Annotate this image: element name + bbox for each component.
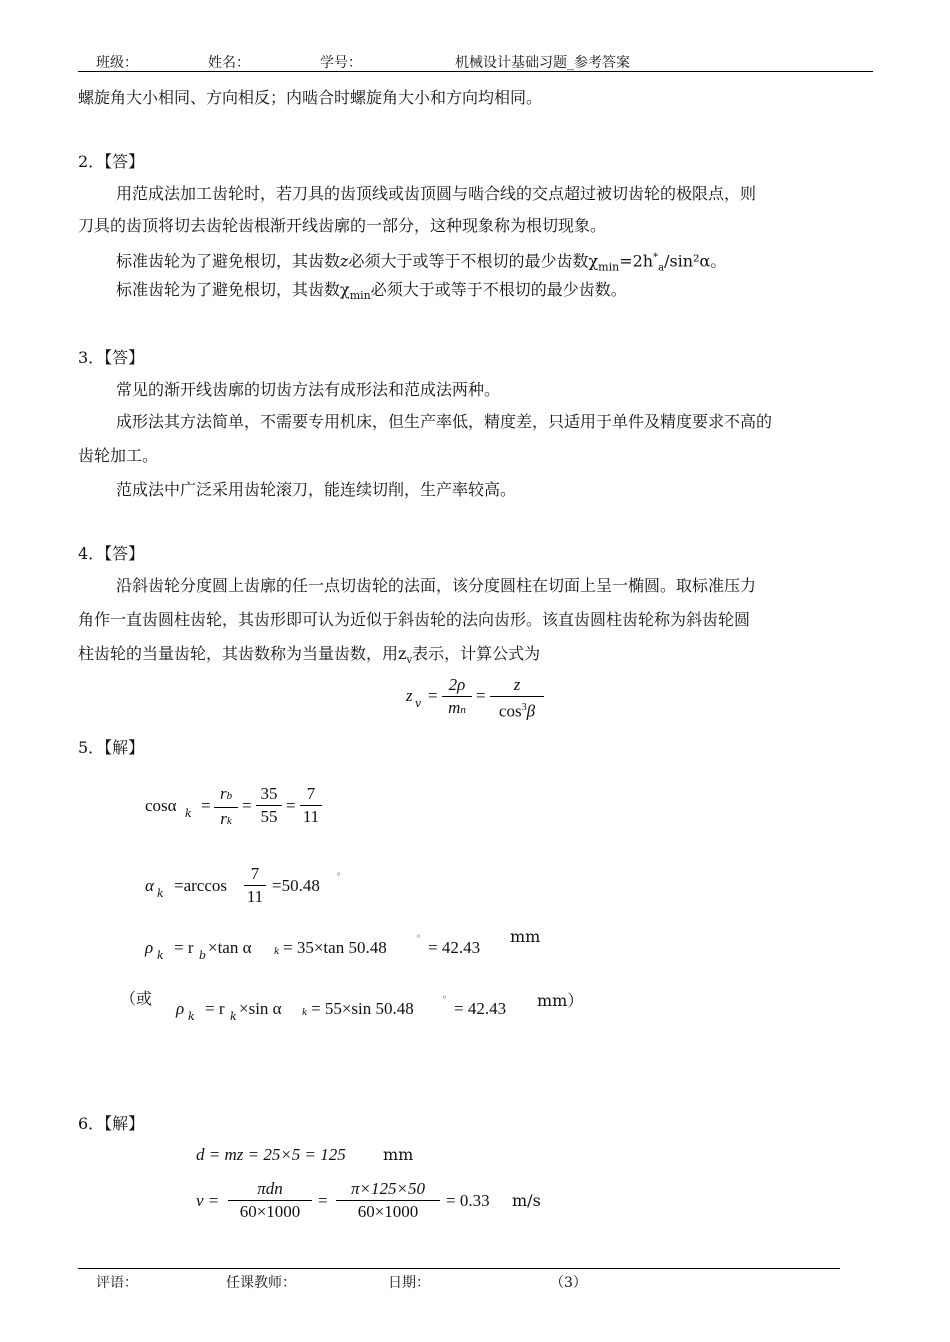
q4-formula-frac2-den-cos: cos — [498, 701, 522, 721]
q5-l3-expr-b-sub: b — [199, 949, 207, 962]
q5-l1-frac2-bar — [256, 805, 282, 806]
q5-l2-mid: =arccos — [174, 876, 228, 895]
q2-para3-zmin: χ — [340, 280, 350, 299]
q5-l1-frac2 — [256, 784, 282, 827]
q4-para1c — [78, 644, 540, 671]
q5-l3-expr-c: ×tan α — [208, 938, 252, 957]
q5-l2-lhs-sub: k — [157, 887, 164, 900]
q5-l4-expr-c: ×sin α — [239, 999, 282, 1018]
q4-formula-frac2-num: z — [513, 675, 521, 694]
q5-l3-expr-c-sub: k — [274, 947, 280, 957]
footer-rule — [78, 1268, 840, 1269]
q5-l1-frac1-den — [214, 809, 238, 831]
q4-para1c-zv: z — [398, 644, 407, 663]
q5-l1-frac1 — [214, 784, 238, 831]
q5-l2-frac — [244, 864, 266, 907]
q5-l2-rhs: =50.48 — [272, 876, 320, 895]
q5-l2-frac-bar — [244, 885, 266, 886]
q6-l2-rhs: = 0.33 — [446, 1191, 490, 1210]
q2-para1b: 刀具的齿顶将切去齿轮齿根渐开线齿廓的一部分，这种现象称为根切现象。 — [78, 216, 607, 235]
intro-line: 螺旋角大小相同、方向相反；内啮合时螺旋角大小和方向均相同。 — [78, 88, 543, 107]
q5-l1-lhs: cosα — [145, 796, 177, 815]
q5-l1-frac3-den: 11 — [302, 807, 320, 826]
q5-l3-expr-d: = 35×tan 50.48 — [283, 938, 387, 957]
q3-heading: 3．【答】 — [78, 348, 145, 367]
q4-formula-frac1 — [442, 675, 472, 720]
header-rule — [78, 71, 873, 72]
q4-formula-lhs: z — [406, 686, 413, 705]
q6-l1-expr: d = mz = 25×5 = 125 — [196, 1145, 346, 1164]
q5-l2-deg: ° — [336, 872, 341, 883]
footer-date-label: 日期： — [388, 1275, 430, 1291]
q4-para1a: 沿斜齿轮分度圆上齿廓的任一点切齿轮的法面，该分度圆柱在切面上呈一椭圆。取标准压力 — [116, 576, 757, 595]
q5-l2-lhs: α — [145, 876, 154, 895]
footer-comment-label: 评语： — [96, 1275, 138, 1291]
q4-formula-eq2: = — [476, 686, 486, 705]
q2-para2-formula-end: /sin²α。 — [664, 251, 727, 271]
q5-l1-frac1-num-sub: b — [226, 790, 233, 802]
q5-l4-unit: mm） — [537, 991, 584, 1010]
q5-l1-frac3-bar — [300, 805, 322, 806]
q5-l4-expr-e: = 42.43 — [454, 999, 507, 1018]
q2-para2 — [116, 248, 726, 279]
q2-para2-formula: =2h — [619, 251, 654, 271]
q4-formula-frac2 — [490, 675, 544, 722]
q5-l3-expr-a: = r — [174, 938, 194, 957]
q6-l2-frac1-den: 60×1000 — [239, 1202, 301, 1221]
q5-l3-unit: mm — [510, 927, 541, 946]
q3-para3: 范成法中广泛采用齿轮滚刀，能连续切削，生产率较高。 — [116, 480, 517, 499]
q4-formula-lhs-sub: v — [415, 697, 422, 710]
q6-l2-frac2 — [336, 1179, 440, 1222]
q4-para1c-post: 表示，计算公式为 — [412, 644, 541, 663]
q2-para1a: 用范成法加工齿轮时，若刀具的齿顶线或齿顶圆与啮合线的交点超过被切齿轮的极限点，则 — [116, 184, 757, 203]
q4-formula-frac2-den — [490, 698, 544, 722]
q2-para3-post: 必须大于或等于不根切的最少齿数。 — [370, 280, 627, 299]
q4-formula-frac1-den-sub: n — [460, 704, 466, 716]
q5-l4-expr-c-sub: k — [302, 1008, 308, 1018]
q2-para2-pre: 标准齿轮为了避免根切，其齿数 — [116, 251, 341, 271]
q5-l1-frac1-bar — [214, 807, 238, 808]
header-name-label: 姓名： — [208, 55, 250, 71]
q2-para2-sub-a: a — [658, 262, 665, 274]
q4-formula-eq1: = — [428, 686, 438, 705]
q5-l2-frac-num: 7 — [250, 864, 260, 883]
q3-para2a: 成形法其方法简单，不需要专用机床，但生产率低，精度差，只适用于单件及精度要求不高的 — [116, 412, 773, 431]
q5-l1-frac2-num: 35 — [260, 784, 278, 803]
q5-l3-expr-e: = 42.43 — [428, 938, 481, 957]
q5-l4-lhs-sub: k — [188, 1010, 195, 1023]
q6-l2-frac1-num: πdn — [257, 1179, 283, 1198]
q5-l3-deg: ° — [416, 934, 421, 945]
header-title: 机械设计基础习题_参考答案 — [455, 55, 630, 71]
q5-l3-lhs: ρ — [145, 938, 154, 957]
q5-l4-deg: ° — [442, 995, 447, 1006]
q6-l2-frac2-bar — [336, 1200, 440, 1201]
q4-formula-frac1-den-m: m — [448, 698, 461, 717]
q6-l2-frac1 — [228, 1179, 312, 1222]
q4-formula-frac1-den — [442, 698, 472, 720]
q5-l3-lhs-sub: k — [157, 949, 164, 962]
q4-para1c-pre: 柱齿轮的当量齿轮，其齿数称为当量齿数，用 — [78, 644, 399, 663]
q2-para2-z: z — [340, 251, 349, 271]
q2-para2-zmin: χ — [588, 251, 599, 271]
footer-teacher-label: 任课教师： — [226, 1275, 296, 1291]
q5-l1-frac3-num: 7 — [306, 784, 316, 803]
q3-para1: 常见的渐开线齿廓的切齿方法有成形法和范成法两种。 — [116, 380, 501, 399]
q6-l1-unit: mm — [383, 1145, 414, 1164]
q5-l4-open: （或 — [120, 989, 153, 1008]
q6-heading: 6．【解】 — [78, 1114, 145, 1133]
q4-para1b: 角作一直齿圆柱齿轮，其齿形即可认为近似于斜齿轮的法向齿形。该直齿圆柱齿轮称为斜齿轮圆 — [78, 610, 751, 629]
q5-l4-expr-b-sub: k — [230, 1010, 237, 1023]
q6-l2-frac1-bar — [228, 1200, 312, 1201]
q5-l1-eq2: = — [242, 796, 252, 815]
q5-l4-expr-a: = r — [205, 999, 225, 1018]
q2-para2-mid: 必须大于或等于不根切的最少齿数 — [348, 251, 589, 271]
q2-para3 — [116, 280, 627, 306]
q5-l1-frac2-den: 55 — [260, 807, 278, 826]
q6-l2-frac2-den: 60×1000 — [357, 1202, 419, 1221]
q5-l1-frac1-num — [214, 784, 238, 806]
q3-para2b: 齿轮加工。 — [78, 446, 159, 465]
q5-heading: 5．【解】 — [78, 738, 145, 757]
q6-l2-unit: m/s — [512, 1191, 541, 1210]
q4-para1c-zv-sub: v — [406, 655, 413, 667]
q4-formula-frac2-den-beta: β — [526, 701, 536, 721]
q2-para3-pre: 标准齿轮为了避免根切，其齿数 — [116, 280, 341, 299]
q6-l2-frac2-num: π×125×50 — [351, 1179, 425, 1198]
q5-l1-eq3: = — [286, 796, 296, 815]
q5-l4-expr-d: = 55×sin 50.48 — [311, 999, 414, 1018]
footer-page-number: （3） — [550, 1275, 587, 1291]
q2-heading: 2．【答】 — [78, 152, 145, 171]
q4-heading: 4．【答】 — [78, 544, 145, 563]
q5-l1-frac1-num-r: r — [219, 784, 227, 803]
q6-l2-eq: = — [318, 1191, 328, 1210]
q5-l1-frac1-den-r: r — [220, 809, 227, 828]
q4-formula-frac1-bar — [442, 696, 472, 697]
header-id-label: 学号： — [320, 55, 362, 71]
q4-formula-frac2-bar — [490, 696, 544, 697]
q2-para2-sup: * — [653, 252, 659, 263]
q5-l2-frac-den: 11 — [246, 887, 264, 906]
q5-l1-frac3 — [300, 784, 322, 827]
q4-formula-frac1-num: 2ρ — [448, 675, 466, 694]
q2-para3-zmin-sub: min — [349, 289, 371, 303]
q5-l1-lhs-sub: k — [185, 807, 192, 820]
q5-l1-eq1: = — [201, 796, 211, 815]
q5-l1-frac1-den-sub: k — [226, 815, 232, 827]
q2-para2-zmin-sub: min — [598, 260, 620, 274]
q4-formula-frac2-den-sup: 3 — [521, 702, 527, 713]
q5-l4-lhs: ρ — [176, 999, 185, 1018]
header-class-label: 班级： — [96, 55, 138, 71]
q6-l2-lhs: v = — [196, 1191, 220, 1210]
